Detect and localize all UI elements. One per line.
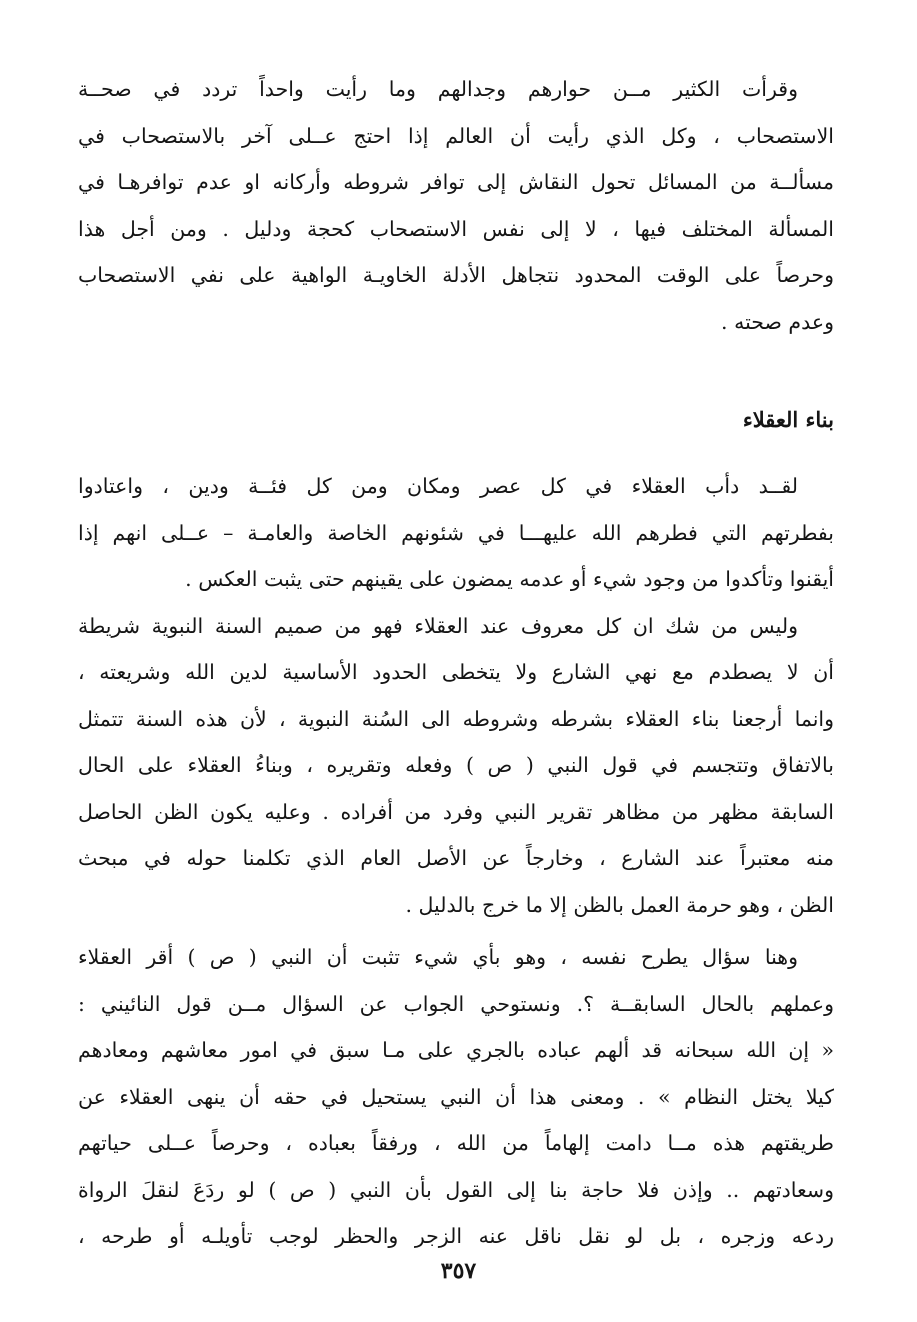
text-line: وقرأت الكثير مــن حوارهم وجدالهم وما رأيت واحداً تردد في صحــة: [78, 77, 798, 101]
text-line: الظن ، وهو حرمة العمل بالظن إلا ما خرج بالدليل .: [405, 892, 834, 917]
text-line: وهنا سؤال يطرح نفسه ، وهو بأي شيء تثبت أن النبي ( ص ) أقر العقلاء: [78, 945, 798, 969]
text-line: بفطرتهم التي فطرهم الله عليهـــا في شئونهم الخاصة والعامـة – عــلى انهم إذا: [78, 520, 834, 545]
text-line: السابقة مظهر من مظاهر تقرير النبي وفرد من أفراده . وعليه يكون الظن الحاصل: [78, 799, 834, 824]
text-line: أن لا يصطدم مع نهي الشارع ولا يتخطى الحدود الأساسية لدين الله وشريعته ،: [78, 660, 834, 684]
text-line: كيلا يختل النظام » . ومعنى هذا أن النبي يستحيل في حقه أن ينهى العقلاء عن: [78, 1084, 834, 1109]
text-line: بالاتفاق وتتجسم في قول النبي ( ص ) وفعله وتقريره ، وبناءُ العقلاء على الحال: [78, 753, 834, 777]
text-line: وعدم صحته .: [721, 309, 834, 334]
text-line: وسعادتهم .. وإذن فلا حاجة بنا إلى القول بأن النبي ( ص ) لو ردَعَ لنقلَ الرواة: [78, 1177, 834, 1202]
text-line: لقــد دأب العقلاء في كل عصر ومكان ومن كل فئــة ودين ، واعتادوا: [78, 474, 798, 498]
paragraph-istishab: [78, 66, 834, 345]
text-line: ردعه وزجره ، بل لو نقل ناقل عنه الزجر والحظر لوجب تأويلـه أو طرحه ،: [78, 1224, 834, 1248]
text-line: المسألة المختلف فيها ، لا إلى نفس الاستصحاب كحجة ودليل . ومن أجل هذا: [78, 216, 834, 241]
text-line: وانما أرجعنا بناء العقلاء بشرطه وشروطه الى السُنة النبوية ، لأن هذه السنة تتمثل: [78, 706, 834, 731]
text-line: وعملهم بالحال السابقــة ؟. ونستوحي الجواب عن السؤال مــن قول النائيني :: [78, 991, 834, 1016]
text-line: وليس من شك ان كل معروف عند العقلاء فهو من صميم السنة النبوية شريطة: [78, 613, 798, 638]
text-line: « إن الله سبحانه قد ألهم عباده بالجري على مـا سبق في امور معاشهم ومعادهم: [78, 1038, 834, 1062]
section-heading: بناء العقلاء: [742, 407, 834, 432]
text-line: منه معتبراً عند الشارع ، وخارجاً عن الأصل العام الذي تكلمنا حوله في مبحث: [78, 846, 834, 870]
page-body: [78, 66, 834, 1260]
text-line: أيقنوا وتأكدوا من وجود شيء أو عدمه يمضون على يقينهم حتى يثبت العكس .: [185, 567, 834, 591]
paragraph-uqala-habit: [78, 463, 834, 603]
paragraph-question: [78, 934, 834, 1260]
page-number: ٣٥٧: [440, 1258, 477, 1284]
text-line: مسألــة من المسائل تحول النقاش إلى توافر شروطه وأركانه او عدم توافرهـا في: [78, 170, 834, 194]
text-line: الاستصحاب ، وكل الذي رأيت أن العالم إذا احتج عــلى آخر بالاستصحاب في: [78, 123, 834, 148]
text-line: وحرصاً على الوقت المحدود نتجاهل الأدلة الخاويـة الواهية على نفي الاستصحاب: [78, 263, 834, 287]
paragraph-sunnah-link: [78, 603, 834, 929]
text-line: طريقتهم هذه مــا دامت إلهاماً من الله ، ورفقاً بعباده ، وحرصاً عــلى حياتهم: [78, 1131, 834, 1155]
